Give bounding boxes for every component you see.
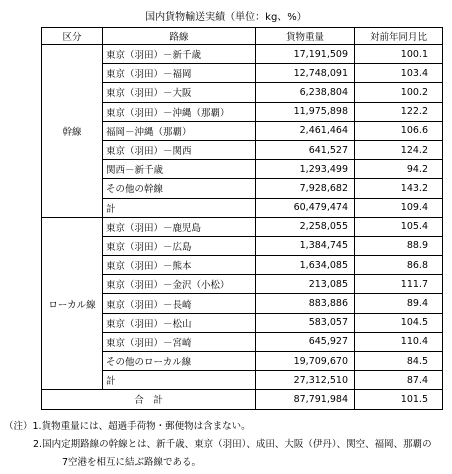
header-weight: 貨物重量 [256,28,355,45]
ratio-cell: 143.2 [355,179,443,198]
subtotal-row [42,371,443,390]
weight-cell: 12,748,091 [256,64,355,83]
ratio-cell: 110.4 [355,332,443,351]
route-cell: 福岡－沖縄（那覇） [103,121,256,140]
weight-cell: 60,479,474 [256,198,355,217]
route-cell: 東京（羽田）－鹿児島 [103,217,256,236]
grand-total-weight: 87,791,984 [256,390,355,409]
ratio-cell: 86.8 [355,256,443,275]
ratio-cell: 111.7 [355,275,443,294]
weight-cell: 883,886 [256,294,355,313]
ratio-cell: 100.1 [355,45,443,64]
table-row [42,352,443,371]
table-row [42,294,443,313]
weight-cell: 2,461,464 [256,121,355,140]
table-row [42,217,443,236]
table-row [42,256,443,275]
subtotal-label: 計 [103,371,256,390]
route-cell: 東京（羽田）－長崎 [103,294,256,313]
weight-cell: 17,191,509 [256,45,355,64]
weight-cell: 213,085 [256,275,355,294]
route-cell: 東京（羽田）－大阪 [103,83,256,102]
header-route: 路線 [103,28,256,45]
grand-total-label: 合 計 [42,390,256,409]
header-ratio: 対前年同月比 [355,28,443,45]
table-row [42,236,443,255]
ratio-cell: 105.4 [355,217,443,236]
table-row [42,140,443,159]
weight-cell: 645,927 [256,332,355,351]
route-cell: 東京（羽田）－宮崎 [103,332,256,351]
note-2: 2.国内定期路線の幹線とは、新千歳、東京（羽田）、成田、大阪（伊丹）、関空、福岡、那覇の [33,439,432,450]
table-row [42,83,443,102]
table-row [42,313,443,332]
table-row [42,160,443,179]
weight-cell: 11,975,898 [256,102,355,121]
category-local: ローカル線 [42,217,103,390]
ratio-cell: 100.2 [355,83,443,102]
table-row [42,102,443,121]
weight-cell: 1,384,745 [256,236,355,255]
route-cell: 東京（羽田）－沖縄（那覇） [103,102,256,121]
weight-cell: 7,928,682 [256,179,355,198]
route-cell: その他の幹線 [103,179,256,198]
category-trunk: 幹線 [42,45,103,218]
route-cell: 東京（羽田）－広島 [103,236,256,255]
cargo-table [41,27,443,410]
table-title: 国内貨物輸送実績（単位：kg、%） [145,12,307,23]
table-row [42,45,443,64]
table-row [42,121,443,140]
grand-total-row [42,390,443,409]
table-row [42,64,443,83]
route-cell: 東京（羽田）－熊本 [103,256,256,275]
table-row [42,179,443,198]
subtotal-label: 計 [103,198,256,217]
ratio-cell: 84.5 [355,352,443,371]
header-row [42,28,443,45]
weight-cell: 27,312,510 [256,371,355,390]
note-1: （注）1.貨物重量には、超過手荷物・郵便物は含まない。 [4,421,251,432]
route-cell: 東京（羽田）－新千歳 [103,45,256,64]
footnotes [0,418,452,472]
note-2-continued: 7空港を相互に結ぶ路線である。 [62,457,202,468]
weight-cell: 1,293,499 [256,160,355,179]
table-row [42,332,443,351]
ratio-cell: 94.2 [355,160,443,179]
weight-cell: 641,527 [256,140,355,159]
ratio-cell: 103.4 [355,64,443,83]
table-row [42,275,443,294]
ratio-cell: 89.4 [355,294,443,313]
weight-cell: 2,258,055 [256,217,355,236]
weight-cell: 1,634,085 [256,256,355,275]
route-cell: 東京（羽田）－金沢（小松） [103,275,256,294]
weight-cell: 6,238,804 [256,83,355,102]
weight-cell: 583,057 [256,313,355,332]
ratio-cell: 104.5 [355,313,443,332]
grand-total-ratio: 101.5 [355,390,443,409]
ratio-cell: 109.4 [355,198,443,217]
subtotal-row [42,198,443,217]
route-cell: 関西－新千歳 [103,160,256,179]
ratio-cell: 88.9 [355,236,443,255]
ratio-cell: 106.6 [355,121,443,140]
ratio-cell: 124.2 [355,140,443,159]
route-cell: その他のローカル線 [103,352,256,371]
route-cell: 東京（羽田）－松山 [103,313,256,332]
weight-cell: 19,709,670 [256,352,355,371]
ratio-cell: 87.4 [355,371,443,390]
route-cell: 東京（羽田）－関西 [103,140,256,159]
route-cell: 東京（羽田）－福岡 [103,64,256,83]
ratio-cell: 122.2 [355,102,443,121]
header-category: 区分 [42,28,103,45]
